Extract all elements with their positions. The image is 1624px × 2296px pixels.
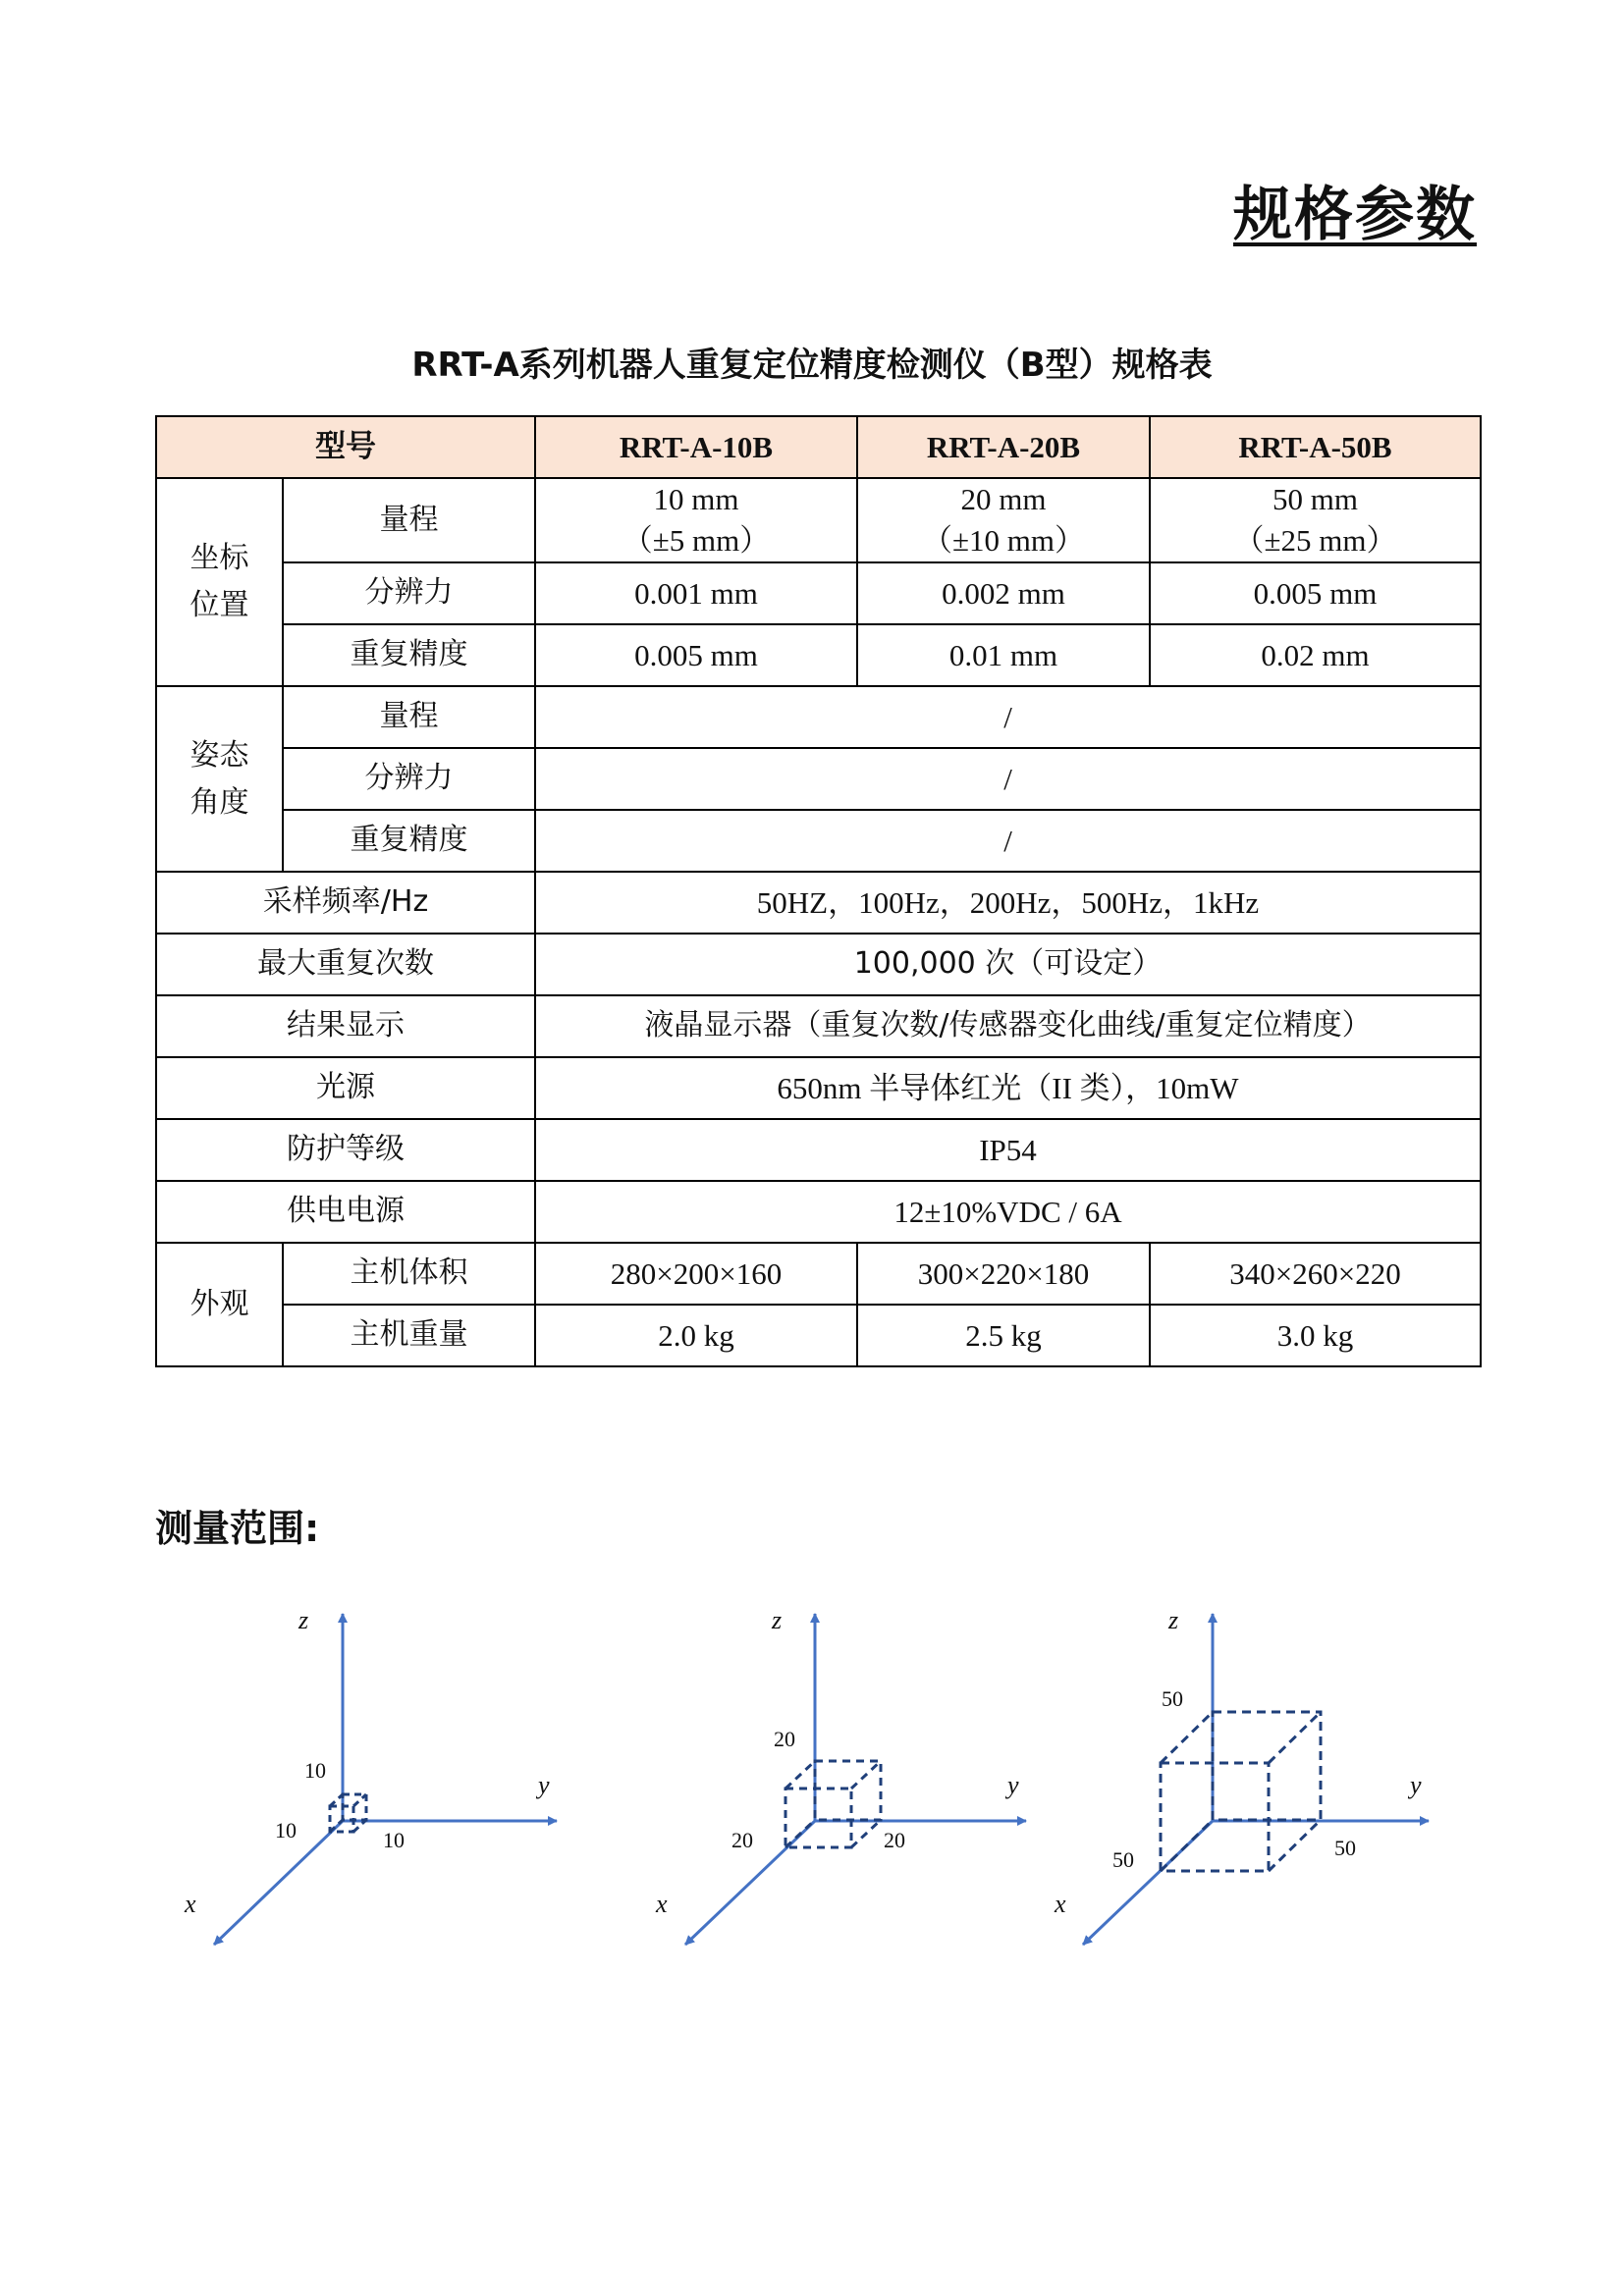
range-cube — [1161, 1712, 1321, 1871]
measurement-range-diagrams — [0, 1580, 1624, 1993]
table-cell: 340×260×220 — [1150, 1243, 1481, 1305]
table-cell: 3.0 kg — [1150, 1305, 1481, 1366]
group-label-line: 坐标 — [189, 541, 249, 575]
cell-line: 50 mm — [1272, 482, 1358, 517]
table-row — [156, 1181, 1481, 1243]
table-cell: 0.001 mm — [535, 562, 857, 624]
row-label-range: 量程 — [283, 478, 535, 562]
cell-line: （±5 mm） — [622, 523, 771, 558]
table-cell: / — [535, 810, 1481, 872]
spec-table — [155, 415, 1482, 1367]
table-cell — [1150, 478, 1481, 562]
z-dimension-label: 20 — [774, 1727, 795, 1751]
y-axis-label: y — [538, 1771, 550, 1799]
model-10b-header: RRT-A-10B — [535, 416, 857, 478]
z-axis-label: z — [1168, 1606, 1179, 1634]
row-label-repeatability: 重复精度 — [283, 624, 535, 686]
table-row — [156, 624, 1481, 686]
table-row — [156, 478, 1481, 562]
table-cell: 0.005 mm — [535, 624, 857, 686]
table-cell: 280×200×160 — [535, 1243, 857, 1305]
model-20b-header: RRT-A-20B — [857, 416, 1150, 478]
cell-line: （±25 mm） — [1233, 523, 1397, 558]
cell-line: （±10 mm） — [922, 523, 1085, 558]
table-cell — [535, 478, 857, 562]
table-cell: 0.02 mm — [1150, 624, 1481, 686]
row-label-resolution: 分辨力 — [283, 562, 535, 624]
group-label-appearance: 外观 — [156, 1243, 283, 1366]
table-cell: 50HZ，100Hz，200Hz，500Hz，1kHz — [535, 872, 1481, 934]
table-row — [156, 872, 1481, 934]
row-label-volume: 主机体积 — [283, 1243, 535, 1305]
group-label-line: 姿态 — [189, 737, 249, 773]
table-cell: 0.005 mm — [1150, 562, 1481, 624]
axes-diagram-50 — [1054, 1606, 1429, 1945]
x-axis-label: x — [1055, 1890, 1066, 1918]
table-row — [156, 748, 1481, 810]
measurement-range-heading: 测量范围: — [155, 1507, 320, 1550]
table-header-row — [156, 416, 1481, 478]
row-label-repeatability: 重复精度 — [283, 810, 535, 872]
table-row — [156, 810, 1481, 872]
y-axis-label: y — [1410, 1771, 1422, 1799]
y-axis-label: y — [1007, 1771, 1019, 1799]
group-label-coord-position — [156, 478, 283, 686]
table-cell: 2.5 kg — [857, 1305, 1150, 1366]
z-dimension-label: 50 — [1162, 1686, 1183, 1711]
axes-diagram-10 — [184, 1606, 557, 1945]
table-cell: 0.002 mm — [857, 562, 1150, 624]
row-label-protection: 防护等级 — [156, 1119, 535, 1181]
row-label-sampling: 采样频率/Hz — [156, 872, 535, 934]
table-cell: 液晶显示器（重复次数/传感器变化曲线/重复定位精度） — [535, 995, 1481, 1057]
x-axis-label: x — [185, 1890, 196, 1918]
y-dimension-label: 20 — [884, 1828, 905, 1852]
cell-line: 10 mm — [653, 482, 739, 517]
table-title: RRT-A系列机器人重复定位精度检测仪（B型）规格表 — [411, 346, 1213, 385]
z-axis-label: z — [298, 1606, 309, 1634]
table-cell — [857, 478, 1150, 562]
cell-line: 20 mm — [960, 482, 1047, 517]
row-label-power: 供电电源 — [156, 1181, 535, 1243]
table-row — [156, 1305, 1481, 1366]
row-label-max-repeat: 最大重复次数 — [156, 934, 535, 995]
table-row — [156, 1057, 1481, 1119]
table-cell: 0.01 mm — [857, 624, 1150, 686]
row-label-range: 量程 — [283, 686, 535, 748]
table-cell: IP54 — [535, 1119, 1481, 1181]
table-cell: / — [535, 686, 1481, 748]
page-title: 规格参数 — [1233, 181, 1477, 249]
table-cell: / — [535, 748, 1481, 810]
row-label-display: 结果显示 — [156, 995, 535, 1057]
range-cube — [785, 1761, 881, 1847]
table-row — [156, 995, 1481, 1057]
table-cell: 2.0 kg — [535, 1305, 857, 1366]
table-row — [156, 686, 1481, 748]
group-label-line: 角度 — [189, 784, 249, 820]
row-label-light-source: 光源 — [156, 1057, 535, 1119]
y-dimension-label: 10 — [383, 1828, 405, 1852]
table-cell: 100,000 次（可设定） — [535, 934, 1481, 995]
z-axis-label: z — [772, 1606, 783, 1634]
y-dimension-label: 50 — [1334, 1836, 1356, 1860]
table-row — [156, 934, 1481, 995]
x-dimension-label: 20 — [731, 1828, 753, 1852]
model-50b-header: RRT-A-50B — [1150, 416, 1481, 478]
group-label-attitude-angle — [156, 686, 283, 872]
row-label-weight: 主机重量 — [283, 1305, 535, 1366]
axes-diagram-20 — [655, 1606, 1026, 1945]
x-dimension-label: 10 — [275, 1818, 297, 1842]
x-dimension-label: 50 — [1112, 1847, 1134, 1872]
group-label-line: 位置 — [189, 588, 249, 622]
model-header: 型号 — [156, 416, 535, 478]
table-row — [156, 562, 1481, 624]
table-cell: 650nm 半导体红光（II 类），10mW — [535, 1057, 1481, 1119]
table-row — [156, 1119, 1481, 1181]
row-label-resolution: 分辨力 — [283, 748, 535, 810]
table-row — [156, 1243, 1481, 1305]
table-cell: 300×220×180 — [857, 1243, 1150, 1305]
x-axis-label: x — [656, 1890, 668, 1918]
table-cell: 12±10%VDC / 6A — [535, 1181, 1481, 1243]
z-dimension-label: 10 — [304, 1758, 326, 1783]
